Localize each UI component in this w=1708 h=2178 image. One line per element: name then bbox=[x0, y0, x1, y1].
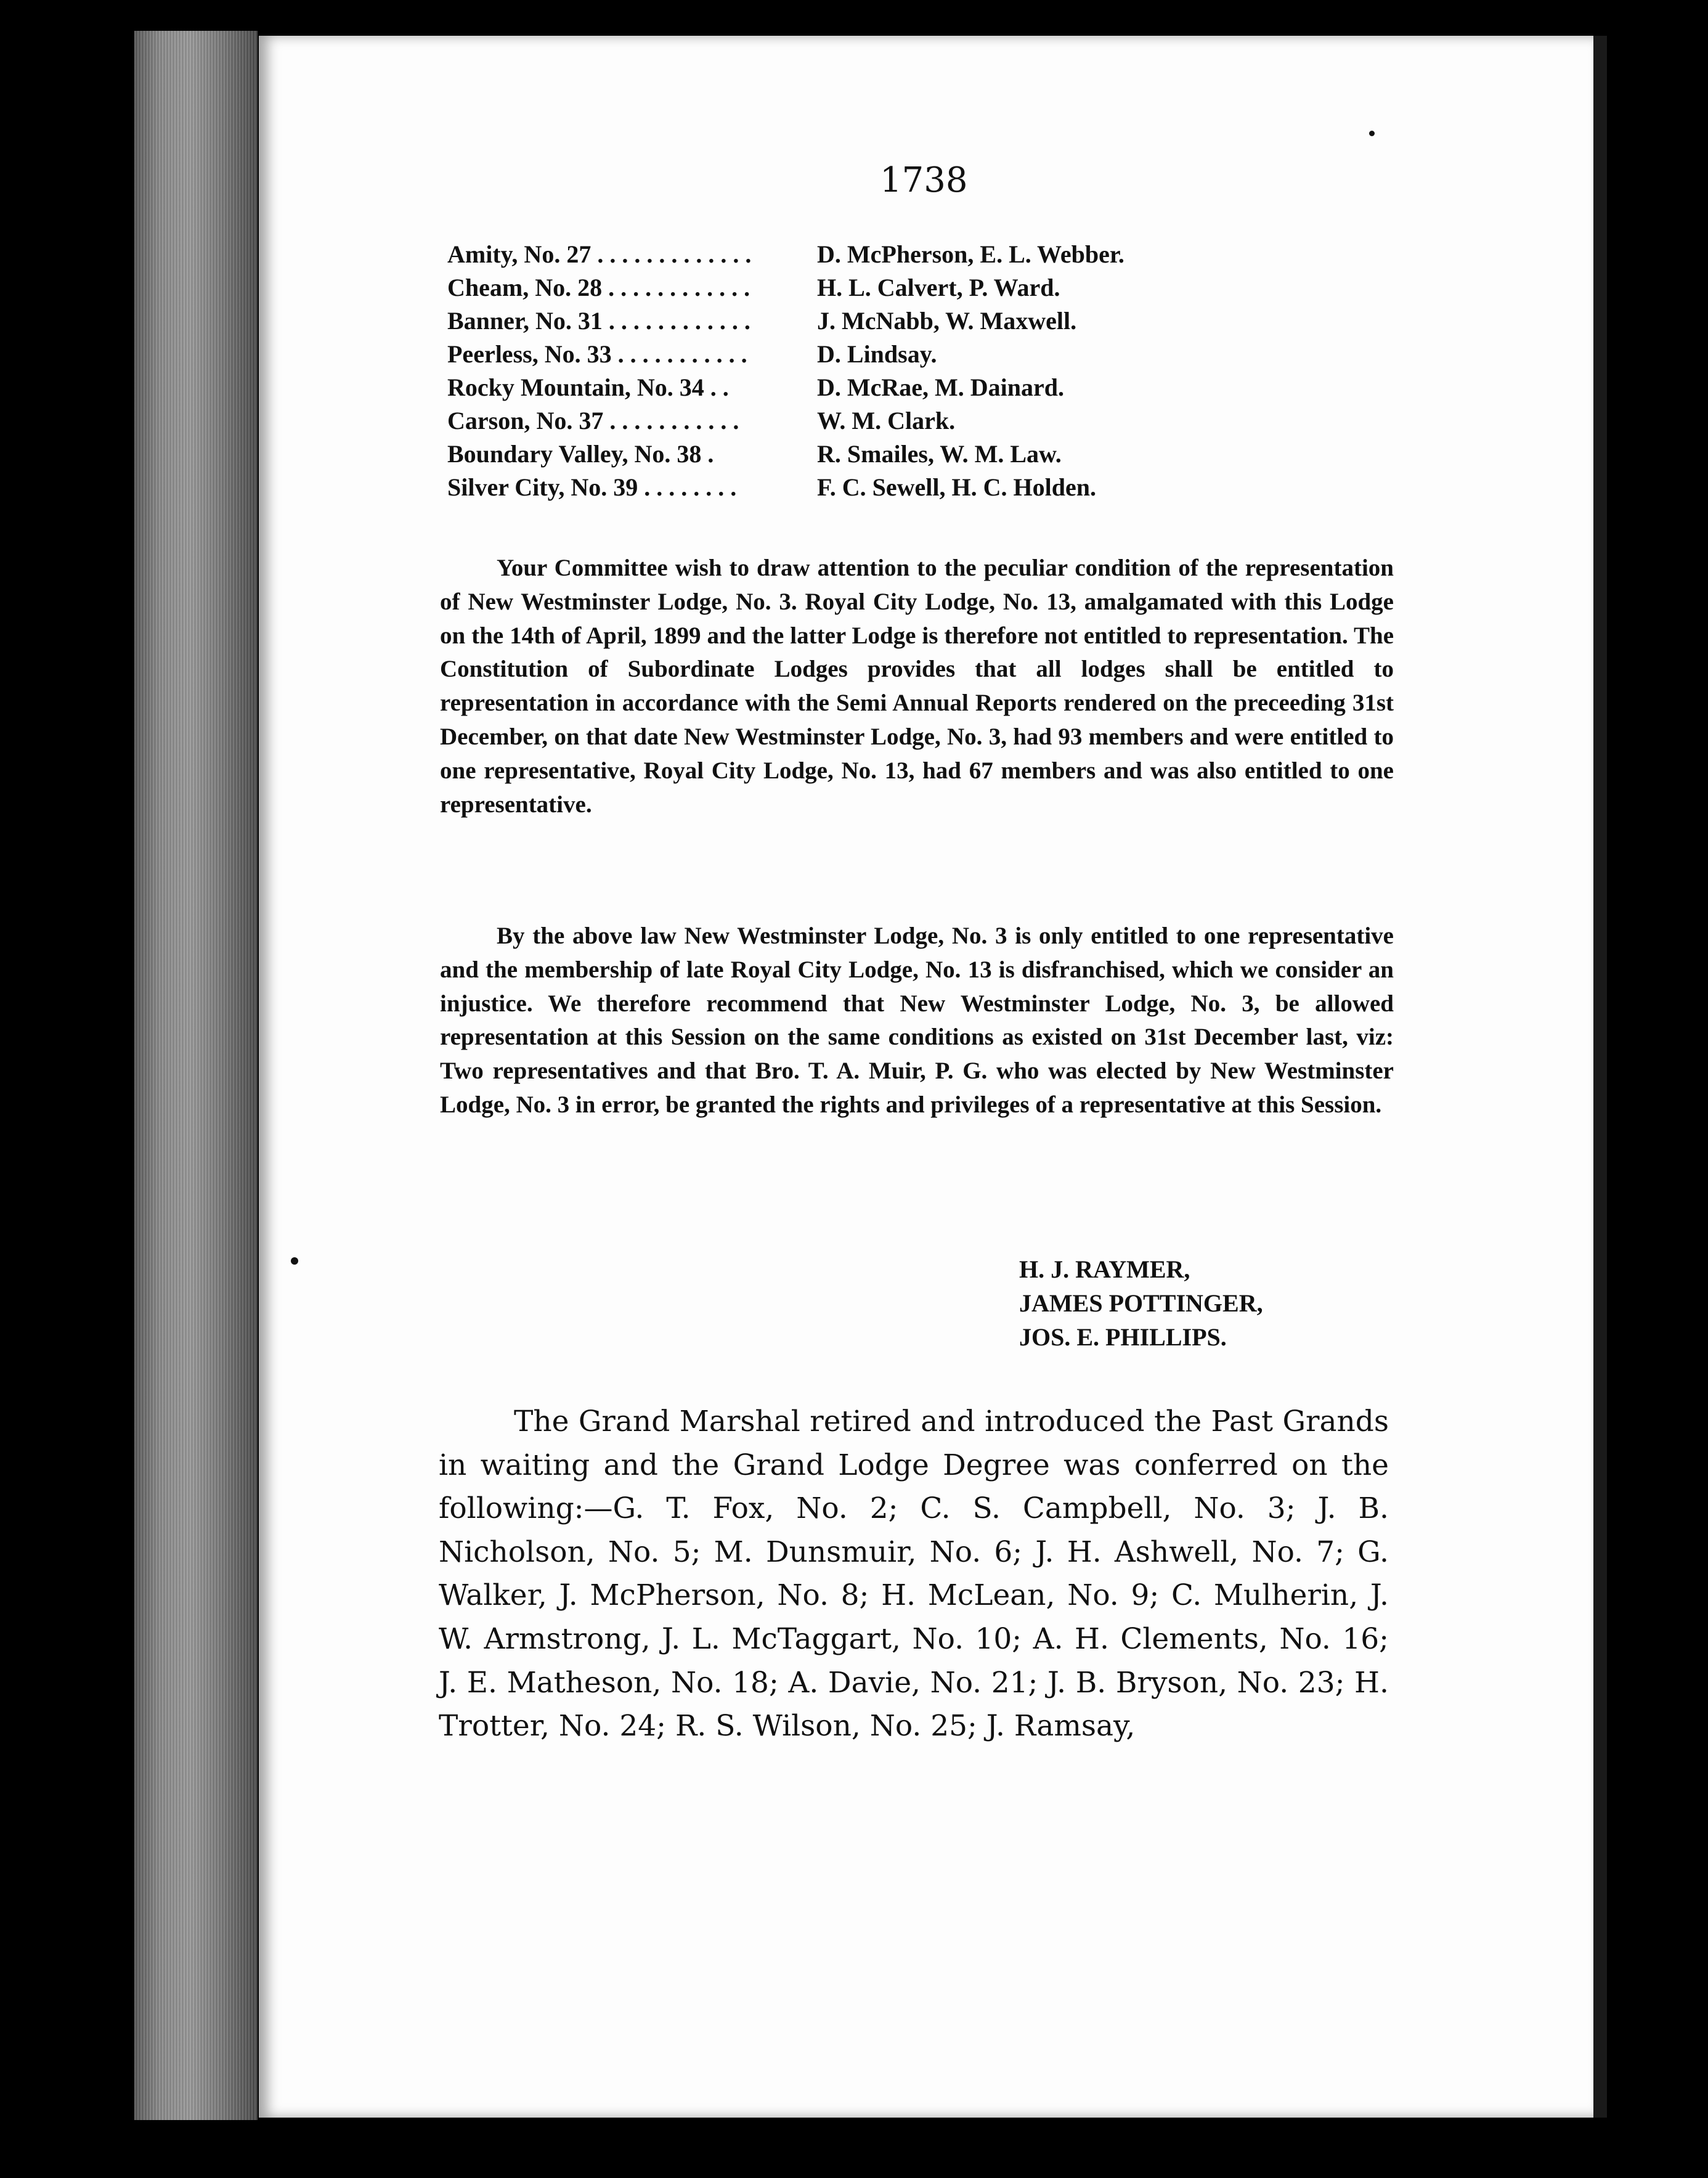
lodge-name: Carson, No. 37 . . . . . . . . . . . bbox=[447, 407, 739, 434]
ink-speck bbox=[1369, 131, 1375, 136]
lodge-name: Peerless, No. 33 . . . . . . . . . . . bbox=[447, 340, 747, 368]
lodge-name: Silver City, No. 39 . . . . . . . . bbox=[447, 473, 737, 501]
list-item bbox=[447, 338, 1433, 371]
representative-names: J. McNabb, W. Maxwell. bbox=[817, 307, 1077, 335]
representative-names: H. L. Calvert, P. Ward. bbox=[817, 274, 1060, 301]
lodge-name: Rocky Mountain, No. 34 . . bbox=[447, 373, 729, 401]
list-item bbox=[447, 404, 1433, 438]
committee-report-paragraph: Your Committee wish to draw attention to the peculiar condition of the representation of New Westminster Lodge, No. 3. Royal City Lodge, No. 13, amalgamated with this Lodge on the 14th of April, 1899 and the latter Lodge is therefore not entitled to representation. The Constitution of Subordinate Lodges provides that all lodges shall be entitled to representation in accordance with the Semi Annual Reports rendered on the preceeding 31st December, on that date New Westminster Lodge, No. 3, had 93 members and were entitled to one representative, Royal City Lodge, No. 13, had 67 members and was also entitled to one representative. bbox=[440, 555, 1394, 818]
right-gutter bbox=[1593, 36, 1607, 2118]
representative-names: F. C. Sewell, H. C. Holden. bbox=[817, 473, 1096, 501]
representative-names: W. M. Clark. bbox=[817, 407, 956, 434]
signatory: JAMES POTTINGER, bbox=[1019, 1289, 1263, 1317]
signatory: H. J. RAYMER, bbox=[1019, 1255, 1190, 1283]
representative-names: D. McPherson, E. L. Webber. bbox=[817, 240, 1124, 268]
list-item bbox=[447, 471, 1433, 504]
signatory: JOS. E. PHILLIPS. bbox=[1019, 1323, 1227, 1351]
grand-lodge-degree-minutes: The Grand Marshal retired and introduced the Past Grands in waiting and the Grand Lodge Degree was conferred on the following:—G. T. Fox, No. 2; C. S. Campbell, No. 3; J. B. Nicholson, No. 5; M. Dunsmuir, No. 6; J. H. Ashwell, No. 7; G. Walker, J. McPherson, No. 8; H. McLean, No. 9; C. Mulherin, J. W. Armstrong, J. L. McTaggart, No. 10; A. H. Clements, No. 16; J. E. Matheson, No. 18; A. Davie, No. 21; J. B. Bryson, No. 23; H. Trotter, No. 24; R. S. Wilson, No. 25; J. Ramsay, bbox=[439, 1405, 1389, 1744]
committee-signatories bbox=[1019, 1252, 1263, 1354]
committee-recommendation-paragraph: By the above law New Westminster Lodge, No. 3 is only entitled to one representative and the membership of late Royal City Lodge, No. 13 is disfranchised, which we consider an injustice. We therefore recommend that New Westminster Lodge, No. 3, be allowed representation at this Session on the same conditions as existed on 31st December last, viz: Two representatives and that Bro. T. A. Muir, P. G. who was elected by New Westminster Lodge, No. 3 in error, be granted the rights and privileges of a representative at this Session. bbox=[440, 923, 1394, 1118]
ink-speck bbox=[291, 1257, 298, 1265]
page-number: 1738 bbox=[880, 160, 968, 200]
lodge-name: Amity, No. 27 . . . . . . . . . . . . . bbox=[447, 240, 752, 268]
lodge-name: Banner, No. 31 . . . . . . . . . . . . bbox=[447, 307, 750, 335]
list-item bbox=[447, 371, 1433, 404]
book-page-edges bbox=[134, 31, 258, 2120]
list-item bbox=[447, 304, 1433, 338]
list-item bbox=[447, 438, 1433, 471]
representative-names: R. Smailes, W. M. Law. bbox=[817, 440, 1062, 468]
lodge-representatives-list bbox=[447, 238, 1433, 504]
representative-names: D. Lindsay. bbox=[817, 340, 937, 368]
representative-names: D. McRae, M. Dainard. bbox=[817, 373, 1065, 401]
list-item bbox=[447, 238, 1433, 271]
lodge-name: Cheam, No. 28 . . . . . . . . . . . . bbox=[447, 274, 750, 301]
list-item bbox=[447, 271, 1433, 304]
lodge-name: Boundary Valley, No. 38 . bbox=[447, 440, 714, 468]
